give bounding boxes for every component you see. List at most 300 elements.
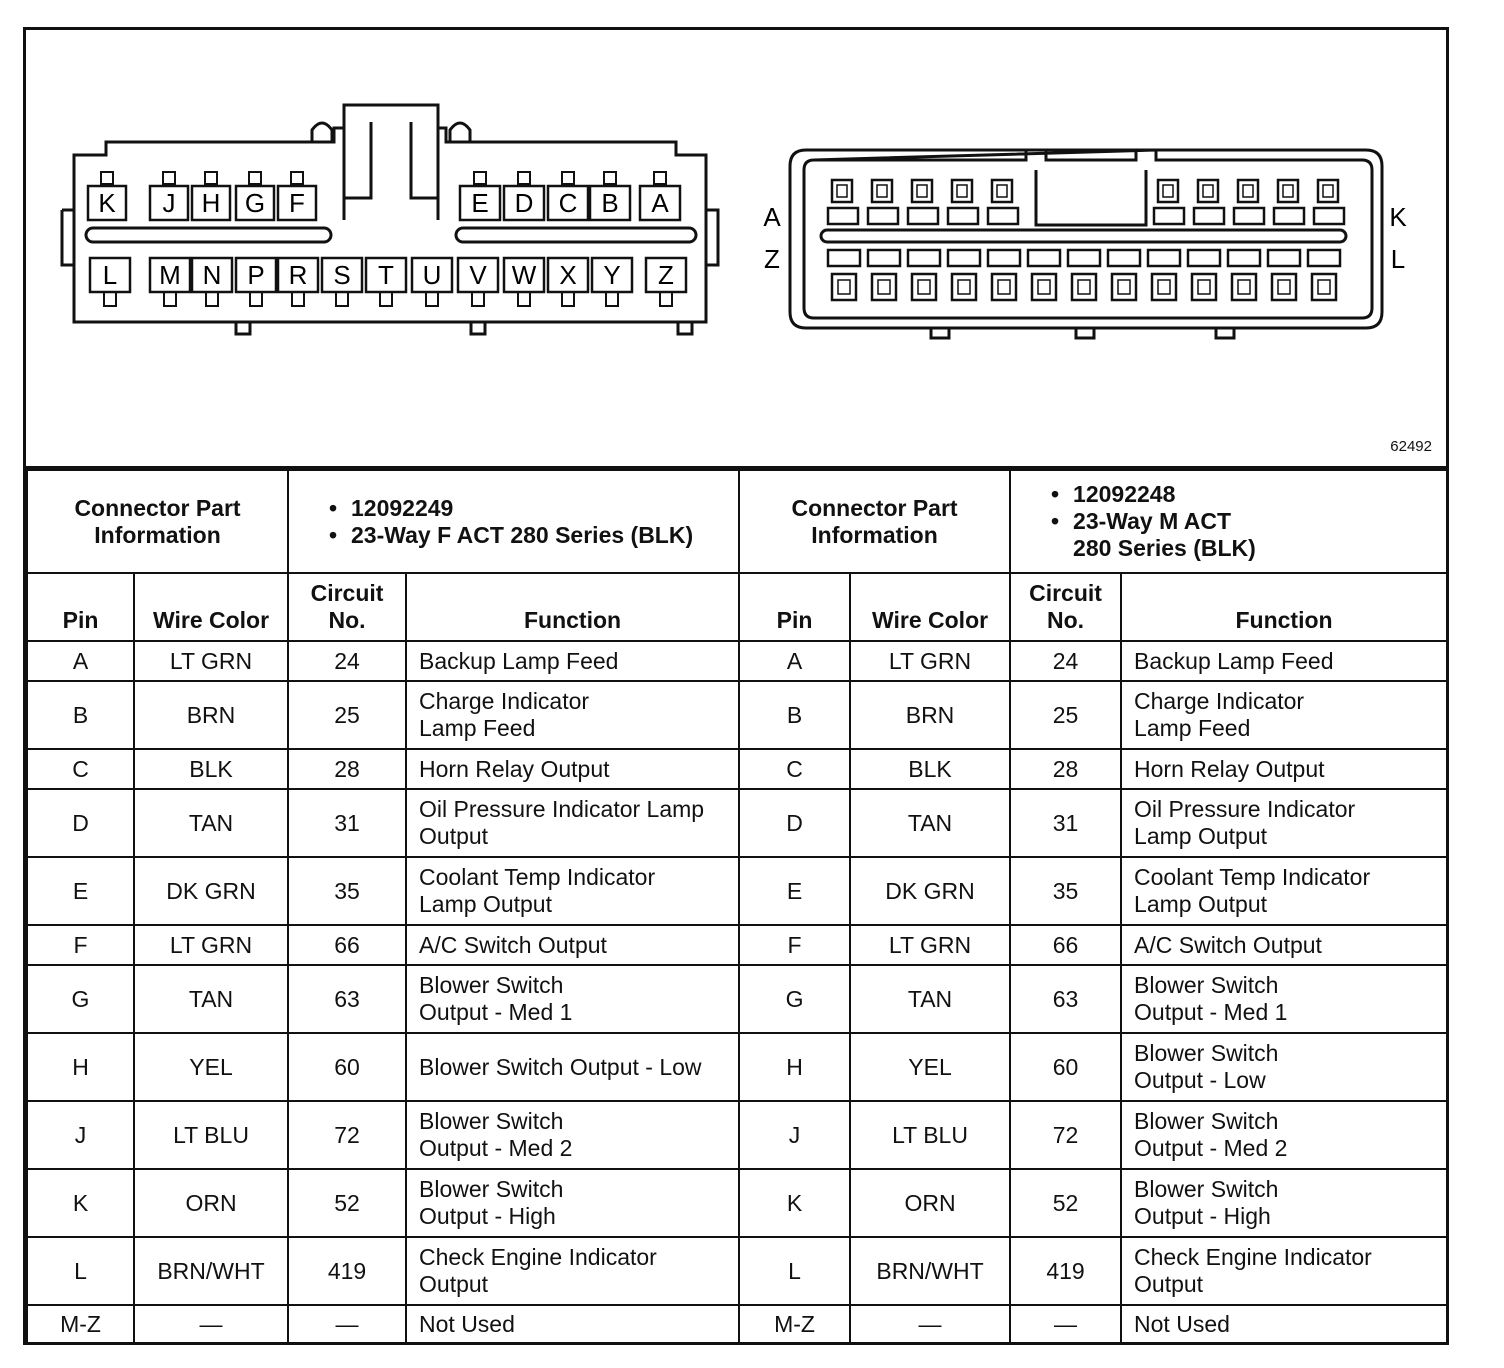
wire-color-cell-left: BLK [134,749,288,789]
pin-E [460,172,500,220]
function-cell-right [1121,857,1447,925]
header-circuit-right [1010,573,1121,641]
pin-D [504,172,544,220]
wire-color-cell-right: BRN/WHT [850,1237,1010,1305]
pin-G [236,172,274,220]
circuit-cell-left: 419 [288,1237,406,1305]
circuit-cell-right: 63 [1010,965,1121,1033]
table-row [27,925,1447,965]
function-line: Blower Switch [1134,1176,1279,1202]
wire-color-cell-left: DK GRN [134,857,288,925]
circuit-cell-right: 60 [1010,1033,1121,1101]
male-label-k: K [1389,202,1407,232]
function-cell-left [406,641,739,681]
cavity-slot [1068,250,1100,266]
function-line: Blower Switch [419,1108,564,1134]
pin-T [366,258,406,306]
cavity [1272,274,1296,300]
part-number-left: • 12092249 [329,495,726,522]
function-cell-left [406,789,739,857]
pin-letter: B [601,188,619,218]
wire-color-cell-right: TAN [850,965,1010,1033]
function-line: Blower Switch [419,972,564,998]
header-function-right: Function [1121,573,1447,641]
pin-letter: S [333,260,351,290]
pin-letter: L [102,260,118,290]
header-circuit-left-1: Circuit [310,580,384,606]
cavity-slot [1234,208,1264,224]
wire-color-cell-left: LT BLU [134,1101,288,1169]
function-line: Blower Switch Output - Low [419,1053,702,1080]
pin-U [412,258,452,306]
wire-color-cell-left: ORN [134,1169,288,1237]
pin-cell-left: A [27,641,134,681]
pin-cell-left: E [27,857,134,925]
wire-color-cell-left: TAN [134,965,288,1033]
header-circuit-right-2: No. [1047,607,1085,633]
function-cell-left [406,1033,739,1101]
male-pin-grid [828,180,1344,300]
cavity-inner [957,185,967,197]
cavity-inner [1158,280,1170,294]
cavity-inner [1078,280,1090,294]
function-cell-right [1121,925,1447,965]
wire-color-cell-left: TAN [134,789,288,857]
pin-N [192,258,232,306]
pin-B [590,172,630,220]
pin-H [192,172,230,220]
male-connector-drawing [790,150,1382,338]
function-line: Not Used [1134,1310,1230,1337]
part-number-right: • 12092248 [1051,481,1434,508]
connector-info-row [27,470,1447,573]
circuit-cell-right: 52 [1010,1169,1121,1237]
cavity [872,180,892,202]
female-top-right-pins [460,172,680,220]
pin-cell-left: M-Z [27,1305,134,1343]
cavity [832,180,852,202]
circuit-cell-left: 66 [288,925,406,965]
wire-color-cell-left: BRN [134,681,288,749]
pin-V [458,258,498,306]
info-value-right [1010,470,1447,573]
cavity-slot [948,250,980,266]
function-line: Oil Pressure Indicator [1134,796,1356,822]
pin-L [90,258,130,306]
cavity [1232,274,1256,300]
part-desc-right-2: 280 Series (BLK) [1073,535,1256,561]
male-label-z: Z [764,244,780,274]
pin-cell-left: K [27,1169,134,1237]
cavity [912,274,936,300]
info-label-right-text: Connector Part Information [791,494,958,548]
pin-A [640,172,680,220]
pin-cell-right: B [739,681,850,749]
function-cell-left [406,857,739,925]
pin-letter: X [559,260,577,290]
pin-K [88,172,126,220]
cavity-slot [1194,208,1224,224]
cavity-slot [1028,250,1060,266]
cavity-slot [988,250,1020,266]
pin-cell-left: L [27,1237,134,1305]
wire-color-cell-right: DK GRN [850,857,1010,925]
function-cell-right [1121,641,1447,681]
function-line: Output [1134,1271,1204,1297]
table-row [27,1237,1447,1305]
function-line: Output - Med 2 [1134,1135,1288,1161]
wire-color-cell-left: LT GRN [134,641,288,681]
function-line: Coolant Temp Indicator [1134,864,1371,890]
cavity-slot [828,208,858,224]
cavity-inner [1198,280,1210,294]
table-row [27,1169,1447,1237]
part-desc-right-1: • 23-Way M ACT [1051,508,1434,535]
cavity-slot [868,208,898,224]
function-cell-right [1121,1101,1447,1169]
pin-P [236,258,276,306]
cavity-inner [1238,280,1250,294]
function-cell-left [406,749,739,789]
circuit-cell-left: 60 [288,1033,406,1101]
cavity-inner [838,280,850,294]
pin-R [278,258,318,306]
function-cell-right [1121,749,1447,789]
function-line: Charge Indicator [1134,688,1305,714]
pin-cell-left: F [27,925,134,965]
pin-cell-right: J [739,1101,850,1169]
circuit-cell-left: 35 [288,857,406,925]
cavity-inner [837,185,847,197]
pin-cell-left: G [27,965,134,1033]
cavity-slot [1148,250,1180,266]
circuit-cell-left: 63 [288,965,406,1033]
pin-letter: V [469,260,487,290]
function-line: Output - High [419,1203,556,1229]
wire-color-cell-right: LT GRN [850,641,1010,681]
pin-cell-right: M-Z [739,1305,850,1343]
cavity-slot [988,208,1018,224]
function-cell-left [406,1305,739,1343]
cavity-inner [1118,280,1130,294]
function-line: Lamp Output [419,891,552,917]
cavity-inner [997,185,1007,197]
pin-letter: U [422,260,442,290]
cavity-inner [1278,280,1290,294]
pin-letter: K [98,188,116,218]
function-line: Not Used [419,1310,515,1337]
pinout-table [26,469,1448,1344]
function-cell-left [406,681,739,749]
function-line: Blower Switch [419,1176,564,1202]
cavity [1192,274,1216,300]
pin-cell-right: K [739,1169,850,1237]
function-line: Check Engine Indicator [1134,1244,1372,1270]
cavity-slot [908,250,940,266]
function-cell-right [1121,1169,1447,1237]
header-pin-left: Pin [27,573,134,641]
pin-letter: J [162,188,176,218]
pin-letter: Z [658,260,674,290]
cavity-inner [1203,185,1213,197]
function-cell-left [406,1101,739,1169]
function-line: Output - Med 1 [1134,999,1288,1025]
circuit-cell-right: 35 [1010,857,1121,925]
pin-cell-left: J [27,1101,134,1169]
circuit-cell-left: 25 [288,681,406,749]
pin-C [548,172,588,220]
table-row [27,681,1447,749]
cavity-inner [1318,280,1330,294]
cavity-slot [1154,208,1184,224]
function-line: Output [419,823,489,849]
function-line: Horn Relay Output [419,755,610,782]
pin-letter: R [288,260,308,290]
function-line: Output [419,1271,489,1297]
function-line: Oil Pressure Indicator Lamp [419,796,705,822]
wire-color-cell-left: — [134,1305,288,1343]
header-function-left: Function [406,573,739,641]
function-cell-left [406,1237,739,1305]
cavity [1152,274,1176,300]
cavity-slot [1108,250,1140,266]
pin-letter: N [202,260,222,290]
female-top-left-pins [88,172,316,220]
cavity-inner [1038,280,1050,294]
table-row [27,1305,1447,1343]
pin-F [278,172,316,220]
circuit-cell-right: 31 [1010,789,1121,857]
female-bottom-pins [90,258,686,306]
cavity-inner [917,185,927,197]
header-pin-right: Pin [739,573,850,641]
header-wire-color-left: Wire Color [134,573,288,641]
pin-letter: D [514,188,534,218]
wire-color-cell-right: — [850,1305,1010,1343]
cavity-inner [918,280,930,294]
cavity-inner [1243,185,1253,197]
pin-cell-right: D [739,789,850,857]
cavity [1238,180,1258,202]
cavity [1072,274,1096,300]
wire-color-cell-right: BLK [850,749,1010,789]
pin-W [504,258,544,306]
connector-sheet [23,27,1449,1345]
pin-X [548,258,588,306]
function-cell-left [406,1169,739,1237]
circuit-cell-left: 72 [288,1101,406,1169]
info-label-left-text: Connector Part Information [74,494,241,548]
circuit-cell-right: 419 [1010,1237,1121,1305]
function-line: Backup Lamp Feed [419,647,619,674]
wire-color-cell-left: BRN/WHT [134,1237,288,1305]
connector-diagram-area [26,30,1446,469]
pin-cell-right: C [739,749,850,789]
cavity-inner [1323,185,1333,197]
header-row [27,573,1447,641]
circuit-cell-right: 28 [1010,749,1121,789]
circuit-cell-left: 52 [288,1169,406,1237]
table-row [27,965,1447,1033]
cavity [872,274,896,300]
pin-letter: F [289,188,305,218]
wire-color-cell-right: LT BLU [850,1101,1010,1169]
function-cell-right [1121,1305,1447,1343]
cavity-slot [1268,250,1300,266]
cavity-inner [958,280,970,294]
wire-color-cell-right: ORN [850,1169,1010,1237]
header-wire-color-right: Wire Color [850,573,1010,641]
cavity [1318,180,1338,202]
cavity [952,180,972,202]
pin-M [150,258,190,306]
cavity [952,274,976,300]
cavity-slot [828,250,860,266]
table-row [27,1101,1447,1169]
table-row [27,857,1447,925]
pin-letter: P [247,260,265,290]
cavity-inner [1283,185,1293,197]
cavity [1158,180,1178,202]
cavity [1198,180,1218,202]
pin-cell-left: H [27,1033,134,1101]
cavity-inner [1163,185,1173,197]
header-circuit-right-1: Circuit [1029,580,1102,606]
pin-cell-right: E [739,857,850,925]
figure-id: 62492 [1390,438,1432,455]
pin-letter: T [378,260,394,290]
function-line: A/C Switch Output [419,931,607,958]
wire-color-cell-right: BRN [850,681,1010,749]
function-line: Lamp Feed [1134,715,1251,741]
function-line: Blower Switch [1134,1108,1279,1134]
pin-letter: G [244,188,266,218]
function-cell-left [406,925,739,965]
pin-letter: M [159,260,181,290]
cavity-slot [868,250,900,266]
cavity-inner [877,185,887,197]
function-line: Output - Low [1134,1067,1266,1093]
pin-letter: A [651,188,669,218]
wire-color-cell-right: LT GRN [850,925,1010,965]
function-line: Output - High [1134,1203,1271,1229]
part-desc-left: • 23-Way F ACT 280 Series (BLK) [329,522,726,549]
circuit-cell-right: 25 [1010,681,1121,749]
wire-color-cell-right: TAN [850,789,1010,857]
circuit-cell-right: — [1010,1305,1121,1343]
cavity-slot [1274,208,1304,224]
cavity-slot [1308,250,1340,266]
circuit-cell-left: 28 [288,749,406,789]
info-label-left [27,470,288,573]
pin-cell-right: G [739,965,850,1033]
cavity [1278,180,1298,202]
function-cell-right [1121,789,1447,857]
header-circuit-left-2: No. [328,607,366,633]
info-label-right [739,470,1010,573]
male-label-a: A [763,202,781,232]
pin-cell-right: F [739,925,850,965]
male-label-l: L [1390,244,1406,274]
pin-cell-left: C [27,749,134,789]
function-line: Lamp Output [1134,891,1267,917]
wire-color-cell-right: YEL [850,1033,1010,1101]
header-circuit-left [288,573,406,641]
circuit-cell-right: 24 [1010,641,1121,681]
pin-cell-right: A [739,641,850,681]
info-value-left [288,470,739,573]
function-line: Charge Indicator [419,688,590,714]
function-line: Coolant Temp Indicator [419,864,656,890]
cavity [1032,274,1056,300]
circuit-cell-left: — [288,1305,406,1343]
function-cell-right [1121,965,1447,1033]
pin-cell-right: H [739,1033,850,1101]
pin-letter: Y [603,260,621,290]
cavity-slot [908,208,938,224]
function-line: Horn Relay Output [1134,755,1325,782]
cavity [992,180,1012,202]
function-line: Blower Switch [1134,1040,1279,1066]
cavity-inner [998,280,1010,294]
pin-Z [646,258,686,306]
wire-color-cell-left: YEL [134,1033,288,1101]
table-row [27,789,1447,857]
function-line: Backup Lamp Feed [1134,647,1334,674]
function-cell-left [406,965,739,1033]
circuit-cell-right: 66 [1010,925,1121,965]
circuit-cell-right: 72 [1010,1101,1121,1169]
pin-letter: H [201,188,221,218]
function-line: Output - Med 1 [419,999,573,1025]
connector-drawings [26,30,1446,466]
cavity [992,274,1016,300]
cavity [912,180,932,202]
table-row [27,1033,1447,1101]
cavity-slot [1228,250,1260,266]
pin-cell-left: D [27,789,134,857]
pin-S [322,258,362,306]
function-line: Blower Switch [1134,972,1279,998]
function-line: A/C Switch Output [1134,931,1322,958]
function-cell-right [1121,1033,1447,1101]
cavity-slot [948,208,978,224]
function-line: Lamp Output [1134,823,1267,849]
pin-cell-right: L [739,1237,850,1305]
pin-J [150,172,188,220]
function-line: Lamp Feed [419,715,536,741]
pin-letter: W [511,260,537,290]
function-line: Check Engine Indicator [419,1244,657,1270]
function-cell-right [1121,681,1447,749]
circuit-cell-left: 24 [288,641,406,681]
function-cell-right [1121,1237,1447,1305]
pin-Y [592,258,632,306]
pin-letter: E [471,188,489,218]
cavity [1312,274,1336,300]
cavity-slot [1188,250,1220,266]
cavity-slot [1314,208,1344,224]
table-row [27,749,1447,789]
function-line: Output - Med 2 [419,1135,573,1161]
cavity [832,274,856,300]
cavity-inner [878,280,890,294]
pin-letter: C [558,188,578,218]
cavity [1112,274,1136,300]
pin-cell-left: B [27,681,134,749]
wire-color-cell-left: LT GRN [134,925,288,965]
circuit-cell-left: 31 [288,789,406,857]
